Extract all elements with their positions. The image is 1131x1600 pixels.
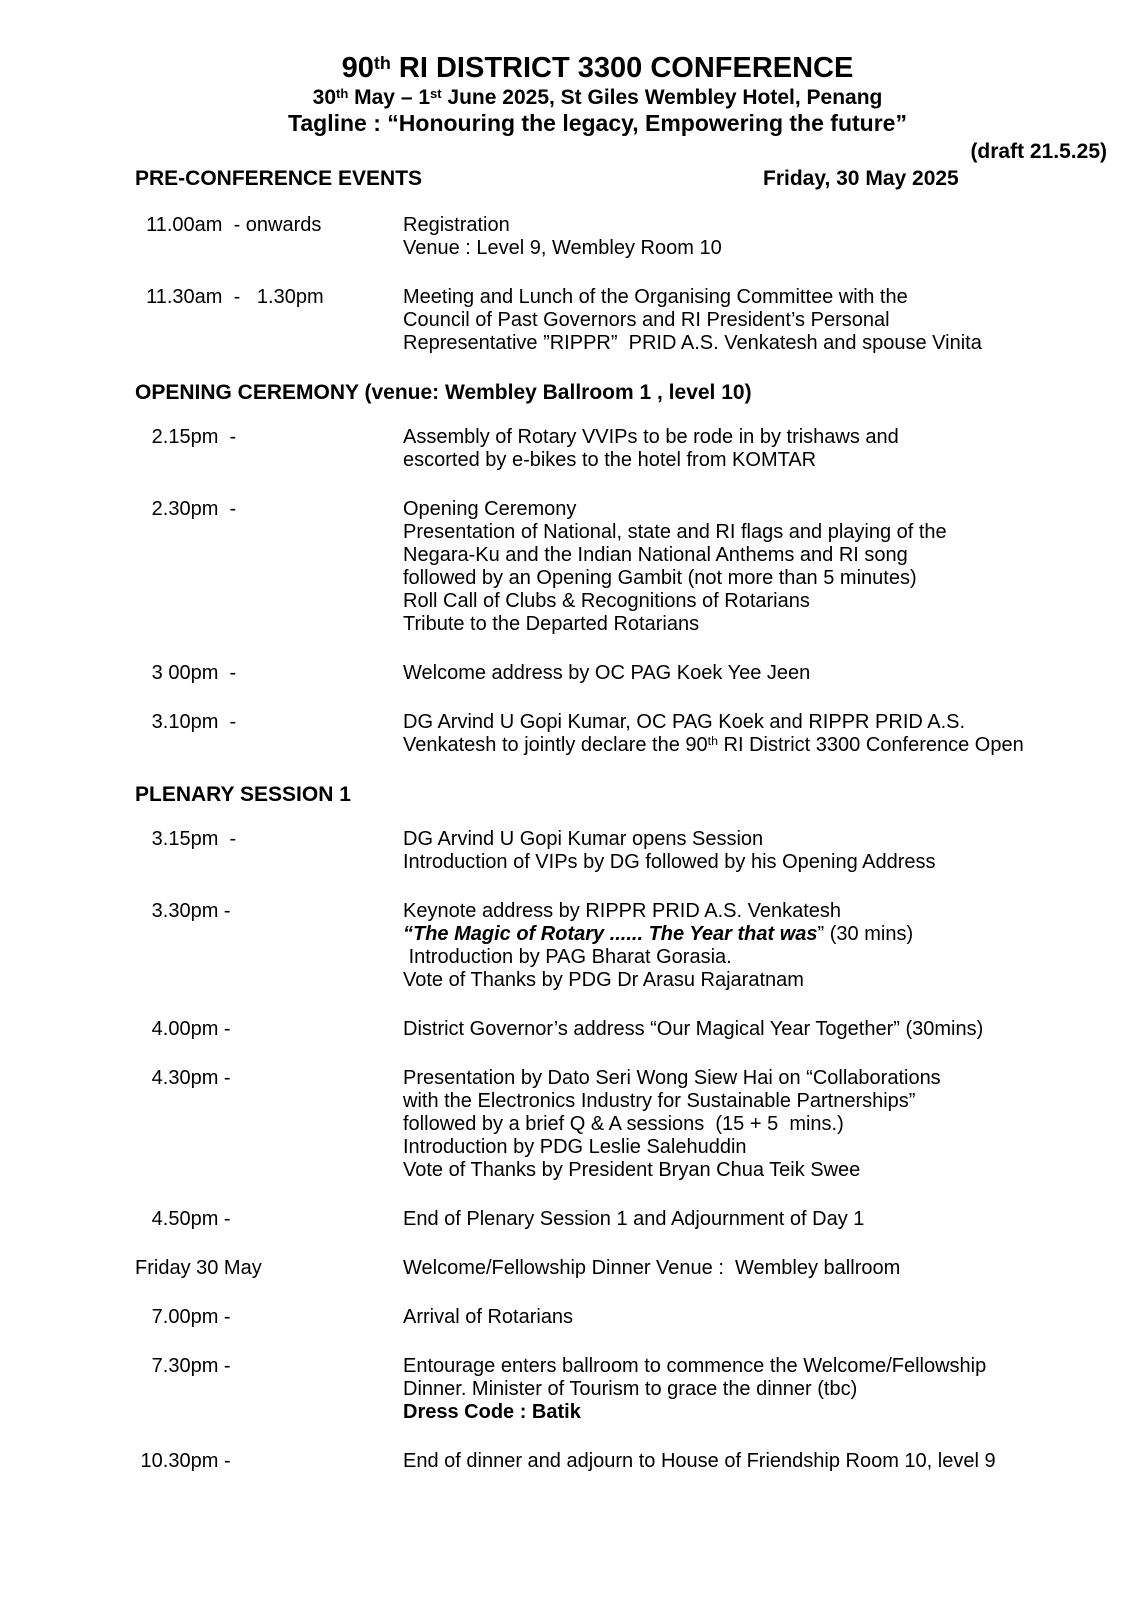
schedule-line [403, 1113, 1107, 1136]
schedule-line [403, 1450, 1107, 1473]
superscript-text: st [430, 86, 442, 102]
text-segment: Entourage enters ballroom to commence the Welcome/Fellowship [403, 1355, 987, 1377]
schedule-time: 2.15pm - [135, 426, 237, 448]
schedule-description [403, 426, 1107, 472]
text-segment: DG Arvind U Gopi Kumar, OC PAG Koek and RIPPR PRID A.S. [403, 711, 966, 733]
schedule-line [403, 1306, 1107, 1329]
schedule-line [403, 237, 1107, 260]
schedule-description [403, 1067, 1107, 1182]
text-segment: District Governor’s address “Our Magical Year Together” (30mins) [403, 1018, 984, 1040]
text-segment: Welcome/Fellowship Dinner Venue : Wembley ballroom [403, 1257, 901, 1279]
text-segment: RI District 3300 Conference Open [718, 734, 1024, 756]
schedule-row [135, 214, 1107, 260]
schedule-row [135, 662, 1107, 685]
text-segment: followed by a brief Q & A sessions (15 + 5 mins.) [403, 1113, 844, 1135]
schedule-line [403, 946, 1107, 969]
tagline: Tagline : “Honouring the legacy, Empowering the future” [288, 110, 907, 136]
schedule-line [403, 544, 1107, 567]
schedule-line [403, 1257, 1107, 1280]
section-heading-row [135, 381, 1107, 404]
superscript-text: th [336, 86, 349, 102]
text-segment: Vote of Thanks by President Bryan Chua Teik Swee [403, 1159, 861, 1181]
schedule-line [403, 567, 1107, 590]
schedule-time: 2.30pm - [135, 498, 237, 520]
schedule-line [403, 1136, 1107, 1159]
schedule-time: Friday 30 May [135, 1257, 262, 1279]
schedule-description [403, 711, 1107, 757]
schedule-row [135, 1257, 1107, 1280]
schedule-row [135, 1306, 1107, 1329]
section-heading: PRE-CONFERENCE EVENTS [135, 167, 423, 190]
text-segment: RI DISTRICT 3300 CONFERENCE [390, 52, 854, 84]
schedule-line [403, 1067, 1107, 1090]
schedule-description [403, 498, 1107, 636]
schedule-description [403, 214, 1107, 260]
schedule-section [135, 381, 1107, 757]
schedule-line [403, 828, 1107, 851]
schedule-section [135, 783, 1107, 1473]
schedule-time: 3 00pm - [135, 662, 237, 684]
schedule-description [403, 828, 1107, 874]
schedule-line [403, 851, 1107, 874]
schedule-line [403, 214, 1107, 237]
text-segment: Welcome address by OC PAG Koek Yee Jeen [403, 662, 811, 684]
schedule-row [135, 1018, 1107, 1041]
section-heading: PLENARY SESSION 1 [135, 783, 351, 806]
schedule-time: 10.30pm - [135, 1450, 231, 1472]
schedule-description [403, 662, 1107, 685]
text-segment: Arrival of Rotarians [403, 1306, 574, 1328]
text-segment: Introduction by PDG Leslie Salehuddin [403, 1136, 747, 1158]
schedule-line [403, 613, 1107, 636]
schedule-line [403, 426, 1107, 449]
page-title [135, 52, 1060, 84]
schedule-line [403, 1401, 1107, 1424]
text-segment: 90 [341, 52, 374, 84]
superscript-text: th [373, 52, 391, 73]
schedule-time: 3.10pm - [135, 711, 237, 733]
text-segment: Assembly of Rotary VVIPs to be rode in by trishaws and [403, 426, 899, 448]
schedule-description [403, 1450, 1107, 1473]
schedule-line [403, 1355, 1107, 1378]
schedule-line [403, 711, 1107, 734]
text-segment: Venue : Level 9, Wembley Room 10 [403, 237, 722, 259]
schedule-line [403, 449, 1107, 472]
schedule-line [403, 332, 1107, 355]
schedule-description [403, 900, 1107, 992]
schedule-line [403, 286, 1107, 309]
section-heading-row [135, 783, 1107, 806]
schedule [135, 167, 1107, 1473]
text-segment: Opening Ceremony [403, 498, 577, 520]
text-segment: May – 1 [348, 86, 431, 109]
text-segment: Representative ”RIPPR” PRID A.S. Venkatesh and spouse Vinita [403, 332, 982, 354]
schedule-row [135, 828, 1107, 874]
text-segment: Council of Past Governors and RI President’s Personal [403, 309, 890, 331]
schedule-line [403, 498, 1107, 521]
schedule-line [403, 1159, 1107, 1182]
text-segment: DG Arvind U Gopi Kumar opens Session [403, 828, 764, 850]
text-segment: Keynote address by RIPPR PRID A.S. Venkatesh [403, 900, 842, 922]
schedule-row [135, 711, 1107, 757]
document-header [135, 52, 1060, 136]
schedule-line [403, 923, 1107, 946]
schedule-description [403, 1306, 1107, 1329]
text-segment: escorted by e-bikes to the hotel from KOMTAR [403, 449, 817, 471]
schedule-time: 7.30pm - [135, 1355, 231, 1377]
text-segment: Vote of Thanks by PDG Dr Arasu Rajaratnam [403, 969, 804, 991]
schedule-time: 4.50pm - [135, 1208, 231, 1230]
schedule-description [403, 1018, 1107, 1041]
schedule-time: 11.00am - onwards [135, 214, 322, 236]
schedule-row [135, 1450, 1107, 1473]
schedule-line [403, 734, 1107, 757]
schedule-line [403, 1378, 1107, 1401]
schedule-description [403, 1355, 1107, 1424]
text-segment: Dress Code : Batik [403, 1401, 581, 1423]
schedule-time: 11.30am - 1.30pm [135, 286, 324, 308]
text-segment: Introduction by PAG Bharat Gorasia. [403, 946, 732, 968]
schedule-time: 3.30pm - [135, 900, 231, 922]
schedule-time: 4.30pm - [135, 1067, 231, 1089]
text-segment: End of Plenary Session 1 and Adjournment of Day 1 [403, 1208, 865, 1230]
schedule-row [135, 286, 1107, 355]
text-segment: Presentation of National, state and RI flags and playing of the [403, 521, 947, 543]
text-segment: Roll Call of Clubs & Recognitions of Rotarians [403, 590, 810, 612]
schedule-description [403, 1208, 1107, 1231]
schedule-time: 4.00pm - [135, 1018, 231, 1040]
schedule-line [403, 1090, 1107, 1113]
draft-version-note: (draft 21.5.25) [970, 140, 1107, 163]
schedule-section [135, 167, 1107, 355]
schedule-description [403, 286, 1107, 355]
text-segment: followed by an Opening Gambit (not more than 5 minutes) [403, 567, 917, 589]
schedule-line [403, 1018, 1107, 1041]
text-segment: End of dinner and adjourn to House of Friendship Room 10, level 9 [403, 1450, 996, 1472]
section-heading: OPENING CEREMONY (venue: Wembley Ballroom 1 , level 10) [135, 381, 752, 404]
schedule-time: 7.00pm - [135, 1306, 231, 1328]
text-segment: ” (30 mins) [817, 923, 914, 945]
schedule-row [135, 498, 1107, 636]
schedule-time: 3.15pm - [135, 828, 237, 850]
schedule-line [403, 662, 1107, 685]
schedule-row [135, 1067, 1107, 1182]
schedule-line [403, 309, 1107, 332]
text-segment: Negara-Ku and the Indian National Anthems and RI song [403, 544, 908, 566]
text-segment: Meeting and Lunch of the Organising Committee with the [403, 286, 908, 308]
text-segment: Dinner. Minister of Tourism to grace the dinner (tbc) [403, 1378, 858, 1400]
text-segment: June 2025, St Giles Wembley Hotel, Penang [441, 86, 883, 109]
schedule-line [403, 590, 1107, 613]
schedule-line [403, 969, 1107, 992]
text-segment: Registration [403, 214, 510, 236]
schedule-row [135, 1355, 1107, 1424]
superscript-text: th [707, 734, 718, 749]
schedule-line [403, 521, 1107, 544]
text-segment: Venkatesh to jointly declare the 90 [403, 734, 708, 756]
text-segment: Introduction of VIPs by DG followed by his Opening Address [403, 851, 936, 873]
schedule-row [135, 1208, 1107, 1231]
schedule-row [135, 900, 1107, 992]
text-segment: 30 [312, 86, 336, 109]
text-segment: with the Electronics Industry for Sustainable Partnerships” [403, 1090, 916, 1112]
event-date-venue [135, 86, 1060, 110]
text-segment: Tribute to the Departed Rotarians [403, 613, 700, 635]
text-segment: Presentation by Dato Seri Wong Siew Hai on “Collaborations [403, 1067, 941, 1089]
section-heading-row [135, 167, 1107, 190]
section-date: Friday, 30 May 2025 [763, 167, 959, 190]
schedule-line [403, 900, 1107, 923]
schedule-line [403, 1208, 1107, 1231]
schedule-description [403, 1257, 1107, 1280]
schedule-row [135, 426, 1107, 472]
text-segment: “The Magic of Rotary ...... The Year that was [403, 923, 818, 945]
